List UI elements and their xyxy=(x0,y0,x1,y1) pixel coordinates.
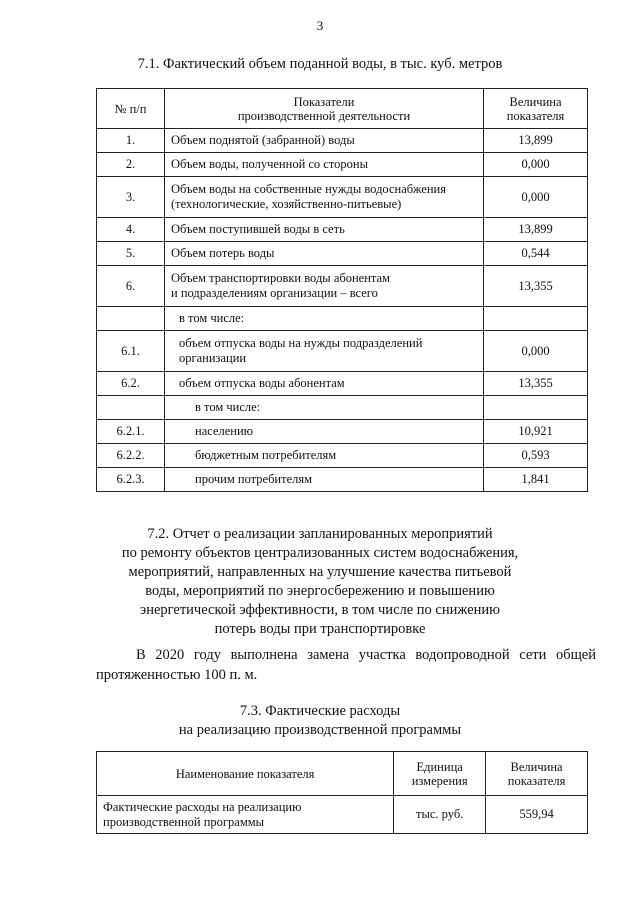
repair-paragraph xyxy=(96,645,596,685)
expenses-header-name-text: Наименование показателя xyxy=(175,766,315,781)
row-value: 0,000 xyxy=(484,177,588,218)
row-label-text: Объем транспортировки воды абонентам и подразделениям организации – всего xyxy=(171,271,390,300)
row-label-text: объем отпуска воды абонентам xyxy=(179,376,345,390)
row-label xyxy=(165,307,484,331)
expenses-label xyxy=(97,796,394,834)
expenses-header-unit xyxy=(394,752,486,796)
section-7-2-title-text: 7.2. Отчет о реализации запланированных мероприятий по ремонту объектов централизованных систем водоснабжения, мероприятий, направленных на улучшение качества питьевой воды, мероприятий по энергосбережению и повышению энергетической эффективности, в том числе по снижению потерь воды при транспортировке xyxy=(121,526,519,637)
row-label xyxy=(165,396,484,420)
header-indicator xyxy=(165,89,484,129)
row-number: 6.1. xyxy=(97,331,165,372)
expenses-header-value-text: Величина показателя xyxy=(507,759,566,788)
row-number: 1. xyxy=(97,129,165,153)
row-label xyxy=(165,153,484,177)
table-row xyxy=(97,444,588,468)
page-number: 3 xyxy=(316,18,324,33)
table-row xyxy=(97,266,588,307)
header-value xyxy=(484,89,588,129)
section-7-1-title: 7.1. Фактический объем поданной воды, в тыс. куб. метров xyxy=(137,56,503,72)
table-row xyxy=(97,420,588,444)
header-num-text: № п/п xyxy=(114,101,147,116)
row-label-text: Объем воды на собственные нужды водоснабжения (технологические, хозяйственно-питьевые) xyxy=(171,182,446,211)
header-num xyxy=(97,89,165,129)
row-value: 13,899 xyxy=(484,218,588,242)
expenses-row xyxy=(97,796,588,834)
row-value: 10,921 xyxy=(484,420,588,444)
row-label-text: в том числе: xyxy=(179,311,245,325)
row-value: 13,355 xyxy=(484,266,588,307)
row-value xyxy=(484,307,588,331)
paragraph-line-2: протяженностью 100 п. м. xyxy=(96,667,258,683)
row-value: 13,355 xyxy=(484,372,588,396)
expenses-header-value xyxy=(486,752,588,796)
expenses-unit: тыс. руб. xyxy=(394,796,486,834)
row-number: 4. xyxy=(97,218,165,242)
row-label xyxy=(165,266,484,307)
row-value: 0,000 xyxy=(484,331,588,372)
row-number: 6.2. xyxy=(97,372,165,396)
row-value: 0,593 xyxy=(484,444,588,468)
table-row xyxy=(97,331,588,372)
row-label xyxy=(165,242,484,266)
row-number xyxy=(97,307,165,331)
row-value xyxy=(484,396,588,420)
row-value: 0,000 xyxy=(484,153,588,177)
header-value-text: Величина показателя xyxy=(506,94,565,123)
row-number: 2. xyxy=(97,153,165,177)
row-label xyxy=(165,420,484,444)
row-label-text: населению xyxy=(195,424,253,438)
row-number: 6.2.1. xyxy=(97,420,165,444)
section-7-3-title-text: 7.3. Фактические расходы на реализацию производственной программы xyxy=(178,703,462,738)
row-number: 5. xyxy=(97,242,165,266)
expenses-label-text: Фактические расходы на реализацию производственной программы xyxy=(103,799,302,829)
table-row xyxy=(97,218,588,242)
row-value: 13,899 xyxy=(484,129,588,153)
table-row xyxy=(97,129,588,153)
row-label xyxy=(165,177,484,218)
table-header-row xyxy=(97,89,588,129)
water-volume-table xyxy=(96,88,588,492)
row-label-text: объем отпуска воды на нужды подразделений организации xyxy=(179,336,423,365)
row-number: 6. xyxy=(97,266,165,307)
table-row xyxy=(97,307,588,331)
row-number: 6.2.2. xyxy=(97,444,165,468)
row-number: 6.2.3. xyxy=(97,468,165,492)
expenses-value: 559,94 xyxy=(486,796,588,834)
row-label xyxy=(165,444,484,468)
row-number: 3. xyxy=(97,177,165,218)
row-label-text: бюджетным потребителям xyxy=(195,448,337,462)
expenses-header-row xyxy=(97,752,588,796)
row-label-text: Объем потерь воды xyxy=(171,246,275,260)
row-label-text: Объем поступившей воды в сеть xyxy=(171,222,345,236)
table-row xyxy=(97,396,588,420)
row-label-text: Объем поднятой (забранной) воды xyxy=(171,133,355,147)
row-label xyxy=(165,218,484,242)
expenses-header-unit-text: Единица измерения xyxy=(411,759,468,788)
row-label xyxy=(165,468,484,492)
section-7-2-title xyxy=(0,525,640,639)
row-value: 0,544 xyxy=(484,242,588,266)
header-indicator-text: Показатели производственной деятельности xyxy=(237,94,411,123)
row-label xyxy=(165,372,484,396)
paragraph-line-1: В 2020 году выполнена замена участка водопроводной сети общей xyxy=(136,647,596,663)
table-row xyxy=(97,153,588,177)
row-label-text: прочим потребителям xyxy=(195,472,313,486)
table-row xyxy=(97,372,588,396)
expenses-table xyxy=(96,751,588,834)
table-row xyxy=(97,242,588,266)
row-label xyxy=(165,331,484,372)
expenses-header-name xyxy=(97,752,394,796)
table-row xyxy=(97,468,588,492)
section-7-3-title xyxy=(0,702,640,740)
row-label-text: Объем воды, полученной со стороны xyxy=(171,157,368,171)
row-value: 1,841 xyxy=(484,468,588,492)
table-row xyxy=(97,177,588,218)
row-label xyxy=(165,129,484,153)
row-label-text: в том числе: xyxy=(195,400,261,414)
row-number xyxy=(97,396,165,420)
